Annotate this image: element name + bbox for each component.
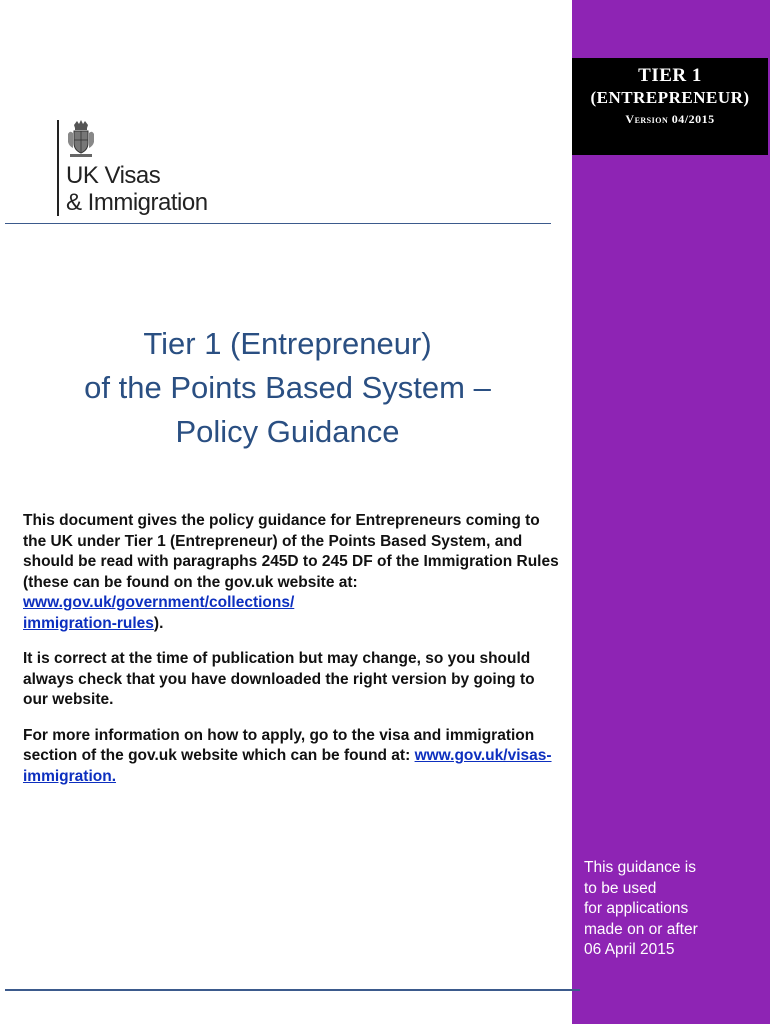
note-line5: 06 April 2015 — [584, 941, 675, 958]
logo-rule — [57, 120, 59, 216]
visas-immigration-link[interactable]: www.gov.uk/visas-immigration. — [23, 747, 552, 785]
version-box — [572, 58, 768, 155]
logo-line2: & Immigration — [66, 189, 208, 216]
document-title — [0, 322, 575, 454]
publication-paragraph: It is correct at the time of publication but may change, so you should always check that you have downloaded the right version by going to our website. — [23, 650, 535, 708]
version-number: Version 04/2015 — [625, 112, 715, 126]
bottom-divider — [5, 989, 580, 991]
more-info-paragraph — [23, 726, 563, 788]
intro-tail: ). — [153, 614, 164, 632]
intro-text: This document gives the policy guidance for Entrepreneurs coming to the UK under Tier 1 (Entrepreneur) of the Points Based System, and should be read with paragraphs 245D to 245 DF of the Immigration Rules (these can be found on the gov.uk website at: — [23, 512, 559, 591]
royal-crest-icon — [66, 118, 96, 160]
version-tier: TIER 1 — [638, 65, 702, 86]
ukvi-logo — [57, 118, 232, 218]
title-line2: of the Points Based System – — [84, 370, 491, 405]
note-line4: made on or after — [584, 920, 698, 938]
sidebar-note — [584, 858, 754, 961]
note-line1: This guidance is — [584, 859, 697, 876]
more-info-text: For more information on how to apply, go to the visa and immigration section of the gov.uk website which can be found at: — [23, 726, 535, 764]
immigration-rules-link-part1: www.gov.uk/government/collections/ — [23, 594, 295, 611]
immigration-rules-link-part2: immigration-rules — [23, 614, 154, 632]
version-category: (ENTREPRENEUR) — [590, 88, 750, 107]
logo-line1: UK Visas — [66, 162, 161, 189]
intro-paragraph — [23, 511, 563, 634]
top-divider — [5, 223, 551, 224]
title-line3: Policy Guidance — [175, 414, 400, 449]
note-line2: to be used — [584, 879, 657, 897]
title-line1: Tier 1 (Entrepreneur) — [143, 326, 432, 361]
note-line3: for applications — [584, 900, 689, 917]
body-text — [23, 511, 563, 802]
